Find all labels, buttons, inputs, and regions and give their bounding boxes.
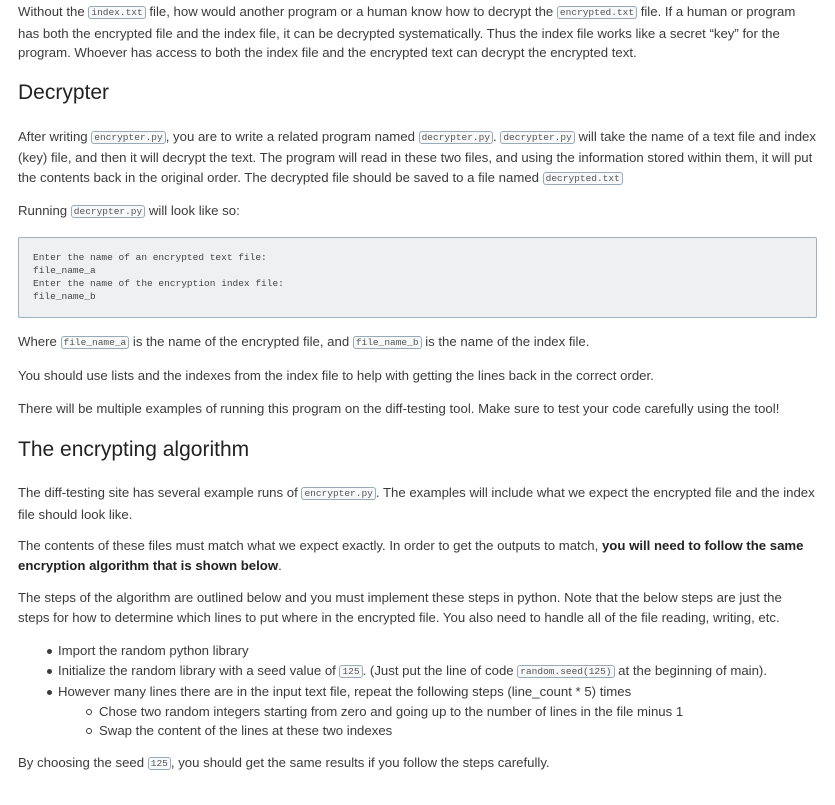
inline-code: random.seed(125) — [517, 665, 614, 678]
inline-code: index.txt — [88, 6, 145, 19]
text: However many lines there are in the input text file, repeat the following steps (line_count * 5) times — [58, 684, 632, 699]
text: By choosing the seed — [18, 754, 148, 770]
inline-code: decrypter.py — [500, 131, 574, 144]
text: is the name of the encrypted file, and — [129, 333, 353, 349]
inline-code: encrypter.py — [301, 487, 375, 500]
text: Running — [18, 203, 71, 218]
inline-code: file_name_b — [353, 336, 422, 349]
inline-code: file_name_a — [61, 336, 130, 349]
algorithm-paragraph-2 — [18, 536, 817, 575]
text: file, how would another program or a human know how to decrypt the — [145, 4, 557, 19]
text: at the beginning of main). — [614, 662, 767, 678]
text: file. If a human or program has both the encrypted file and the index file, it can be decrypted systematically. Thus the index file works like a secret “key” for the program. Whoever has access to both the index file and the encrypted text can decrypt the encrypted text. — [18, 4, 796, 60]
inline-code: encrypted.txt — [557, 6, 637, 19]
text: Without the — [18, 4, 89, 19]
decrypter-paragraph-4: You should use lists and the indexes from the index file to help with getting the lines back in the correct order. — [18, 368, 654, 383]
inline-code: encrypter.py — [91, 131, 165, 144]
sub-list-item — [18, 721, 817, 741]
list-item — [18, 682, 817, 702]
decrypter-paragraph-5: There will be multiple examples of running this program on the diff-testing tool. Make sure to test your code carefully using the tool! — [18, 400, 780, 416]
inline-code: 125 — [148, 757, 171, 770]
list-item — [18, 661, 817, 683]
decrypter-heading: Decrypter — [18, 80, 110, 104]
text: will look like so: — [145, 203, 240, 218]
inline-code: decrypted.txt — [543, 172, 623, 185]
sub-list-item — [18, 702, 817, 722]
decrypter-paragraph-3 — [18, 332, 817, 354]
code-block: Enter the name of an encrypted text file: file_name_a Enter the name of the encryption index file: file_name_b — [18, 237, 817, 318]
text: Import the random python library — [58, 643, 249, 658]
bold-text: you will need to follow the same encryption algorithm that is shown below — [18, 538, 804, 573]
text: The diff-testing site has several example runs of — [18, 485, 302, 500]
text: Chose two random integers starting from zero and going up to the number of lines in the file minus 1 — [99, 703, 684, 719]
inline-code: 125 — [339, 665, 362, 678]
list-item — [18, 641, 817, 661]
text: is the name of the index file. — [421, 333, 590, 349]
algorithm-paragraph-3: The steps of the algorithm are outlined below and you must implement these steps in python. Note that the below steps are just the steps for how to determine which lines to put where in the encrypted file. You also need to handle all of the file reading, writing, etc. — [18, 590, 782, 625]
text: . — [278, 557, 282, 573]
text: . (Just put the line of code — [362, 662, 518, 678]
intro-paragraph — [18, 2, 817, 63]
text: The contents of these files must match what we expect exactly. In order to get the outputs to match, — [18, 538, 602, 553]
closing-paragraph — [18, 753, 817, 775]
algorithm-steps-list — [18, 641, 817, 741]
text: , you are to write a related program named — [165, 128, 419, 144]
text: After writing — [18, 128, 92, 144]
text: , you should get the same results if you follow the steps carefully. — [170, 754, 550, 770]
algorithm-paragraph-1 — [18, 483, 817, 524]
text: will take the name of a text file and index (key) file, and then it will decrypt the text. The program will read in these two files, and using the information stored within them, it will put the contents back in the original order. The decrypted file should be saved to a file named — [18, 128, 816, 185]
decrypter-paragraph-1 — [18, 127, 817, 190]
text: Where — [18, 333, 61, 349]
text: Initialize the random library with a seed value of — [58, 662, 340, 678]
algorithm-heading: The encrypting algorithm — [18, 438, 250, 461]
text: Swap the content of the lines at these two indexes — [99, 723, 393, 738]
text: . — [493, 128, 501, 144]
text: . The examples will include what we expect the encrypted file and the index file should look like. — [18, 485, 815, 522]
decrypter-paragraph-2 — [18, 201, 817, 223]
inline-code: decrypter.py — [419, 131, 493, 144]
inline-code: decrypter.py — [71, 205, 145, 218]
